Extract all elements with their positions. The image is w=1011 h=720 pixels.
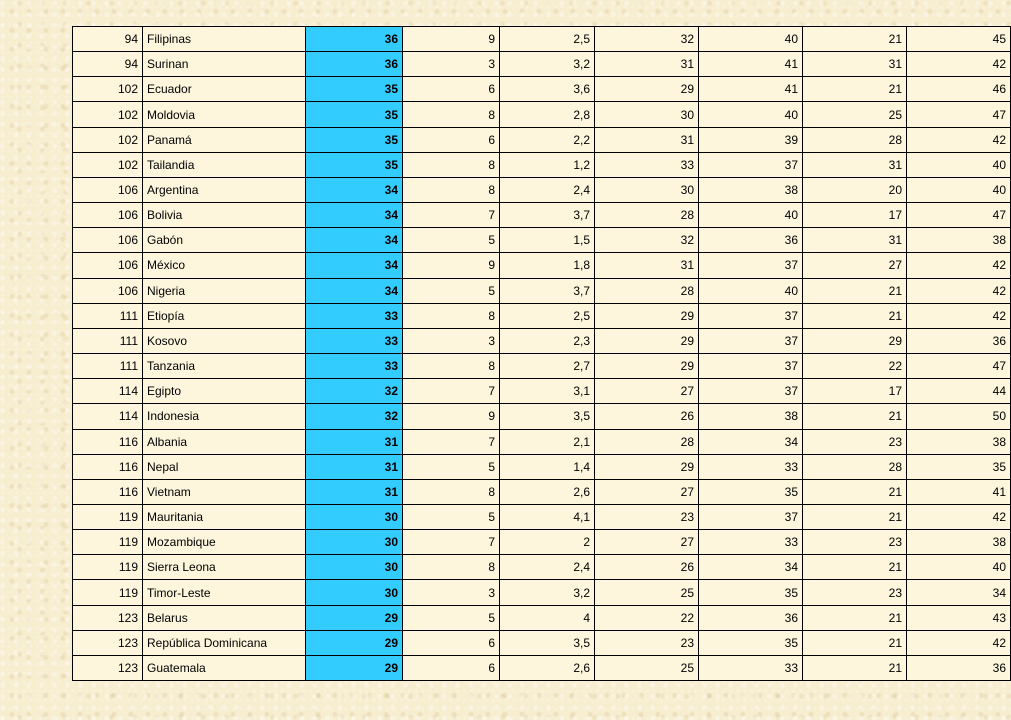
country-cell: Mozambique xyxy=(143,530,306,555)
max-cell: 42 xyxy=(907,253,1011,278)
score-cell: 33 xyxy=(306,328,403,353)
country-cell: Etiopía xyxy=(143,303,306,328)
rank-cell: 106 xyxy=(73,203,143,228)
lower-bound-cell: 33 xyxy=(595,152,699,177)
min-cell: 21 xyxy=(803,303,907,328)
max-cell: 38 xyxy=(907,228,1011,253)
table-row xyxy=(73,328,1011,353)
country-cell: Indonesia xyxy=(143,404,306,429)
lower-bound-cell: 30 xyxy=(595,177,699,202)
country-cell: Mauritania xyxy=(143,504,306,529)
max-cell: 50 xyxy=(907,404,1011,429)
sources-cell: 7 xyxy=(403,429,500,454)
country-cell: República Dominicana xyxy=(143,630,306,655)
country-cell: Moldovia xyxy=(143,102,306,127)
max-cell: 38 xyxy=(907,530,1011,555)
std-error-cell: 3,6 xyxy=(500,77,595,102)
rank-cell: 123 xyxy=(73,605,143,630)
score-cell: 35 xyxy=(306,152,403,177)
score-cell: 36 xyxy=(306,27,403,52)
lower-bound-cell: 26 xyxy=(595,404,699,429)
rank-cell: 111 xyxy=(73,328,143,353)
table-row xyxy=(73,127,1011,152)
min-cell: 31 xyxy=(803,52,907,77)
std-error-cell: 2 xyxy=(500,530,595,555)
min-cell: 20 xyxy=(803,177,907,202)
std-error-cell: 3,1 xyxy=(500,379,595,404)
lower-bound-cell: 23 xyxy=(595,630,699,655)
table-row xyxy=(73,655,1011,680)
rank-cell: 102 xyxy=(73,127,143,152)
max-cell: 36 xyxy=(907,328,1011,353)
table-row xyxy=(73,630,1011,655)
min-cell: 17 xyxy=(803,203,907,228)
lower-bound-cell: 27 xyxy=(595,530,699,555)
rank-cell: 123 xyxy=(73,655,143,680)
min-cell: 31 xyxy=(803,152,907,177)
min-cell: 25 xyxy=(803,102,907,127)
rank-cell: 102 xyxy=(73,102,143,127)
table-row xyxy=(73,303,1011,328)
rank-cell: 102 xyxy=(73,77,143,102)
max-cell: 41 xyxy=(907,479,1011,504)
sources-cell: 8 xyxy=(403,555,500,580)
upper-bound-cell: 35 xyxy=(699,479,803,504)
lower-bound-cell: 31 xyxy=(595,253,699,278)
min-cell: 17 xyxy=(803,379,907,404)
country-cell: Vietnam xyxy=(143,479,306,504)
sources-cell: 8 xyxy=(403,177,500,202)
rank-cell: 119 xyxy=(73,580,143,605)
upper-bound-cell: 36 xyxy=(699,605,803,630)
table-row xyxy=(73,354,1011,379)
upper-bound-cell: 39 xyxy=(699,127,803,152)
table-row xyxy=(73,152,1011,177)
max-cell: 38 xyxy=(907,429,1011,454)
sources-cell: 9 xyxy=(403,404,500,429)
score-cell: 35 xyxy=(306,102,403,127)
score-cell: 29 xyxy=(306,630,403,655)
table-row xyxy=(73,379,1011,404)
table-row xyxy=(73,530,1011,555)
table-row xyxy=(73,605,1011,630)
score-cell: 30 xyxy=(306,530,403,555)
std-error-cell: 2,3 xyxy=(500,328,595,353)
std-error-cell: 4,1 xyxy=(500,504,595,529)
max-cell: 45 xyxy=(907,27,1011,52)
rank-cell: 94 xyxy=(73,27,143,52)
sources-cell: 7 xyxy=(403,203,500,228)
score-cell: 32 xyxy=(306,404,403,429)
min-cell: 22 xyxy=(803,354,907,379)
country-cell: Nigeria xyxy=(143,278,306,303)
sources-cell: 5 xyxy=(403,278,500,303)
min-cell: 21 xyxy=(803,404,907,429)
score-cell: 30 xyxy=(306,504,403,529)
lower-bound-cell: 29 xyxy=(595,328,699,353)
score-cell: 30 xyxy=(306,555,403,580)
rank-cell: 94 xyxy=(73,52,143,77)
max-cell: 34 xyxy=(907,580,1011,605)
score-cell: 35 xyxy=(306,77,403,102)
table-row xyxy=(73,203,1011,228)
sources-cell: 5 xyxy=(403,504,500,529)
sources-cell: 8 xyxy=(403,354,500,379)
sources-cell: 8 xyxy=(403,303,500,328)
upper-bound-cell: 37 xyxy=(699,379,803,404)
upper-bound-cell: 37 xyxy=(699,253,803,278)
std-error-cell: 1,4 xyxy=(500,454,595,479)
min-cell: 31 xyxy=(803,228,907,253)
country-cell: Egipto xyxy=(143,379,306,404)
score-cell: 34 xyxy=(306,203,403,228)
country-cell: Filipinas xyxy=(143,27,306,52)
rank-cell: 123 xyxy=(73,630,143,655)
sources-cell: 7 xyxy=(403,530,500,555)
lower-bound-cell: 26 xyxy=(595,555,699,580)
lower-bound-cell: 29 xyxy=(595,354,699,379)
max-cell: 40 xyxy=(907,152,1011,177)
score-cell: 31 xyxy=(306,454,403,479)
max-cell: 42 xyxy=(907,504,1011,529)
std-error-cell: 2,1 xyxy=(500,429,595,454)
rank-cell: 106 xyxy=(73,177,143,202)
sources-cell: 8 xyxy=(403,102,500,127)
rank-cell: 106 xyxy=(73,278,143,303)
rank-cell: 106 xyxy=(73,228,143,253)
upper-bound-cell: 37 xyxy=(699,354,803,379)
std-error-cell: 4 xyxy=(500,605,595,630)
upper-bound-cell: 40 xyxy=(699,278,803,303)
upper-bound-cell: 40 xyxy=(699,27,803,52)
min-cell: 23 xyxy=(803,580,907,605)
lower-bound-cell: 29 xyxy=(595,454,699,479)
lower-bound-cell: 30 xyxy=(595,102,699,127)
country-cell: Panamá xyxy=(143,127,306,152)
table-row xyxy=(73,404,1011,429)
table-row xyxy=(73,555,1011,580)
min-cell: 21 xyxy=(803,605,907,630)
max-cell: 47 xyxy=(907,102,1011,127)
upper-bound-cell: 37 xyxy=(699,303,803,328)
min-cell: 23 xyxy=(803,429,907,454)
score-cell: 30 xyxy=(306,580,403,605)
upper-bound-cell: 37 xyxy=(699,152,803,177)
lower-bound-cell: 25 xyxy=(595,655,699,680)
table-row xyxy=(73,504,1011,529)
score-cell: 34 xyxy=(306,278,403,303)
std-error-cell: 2,4 xyxy=(500,177,595,202)
sources-cell: 6 xyxy=(403,655,500,680)
upper-bound-cell: 33 xyxy=(699,454,803,479)
min-cell: 21 xyxy=(803,77,907,102)
country-cell: Gabón xyxy=(143,228,306,253)
score-cell: 35 xyxy=(306,127,403,152)
sources-cell: 6 xyxy=(403,127,500,152)
country-cell: Belarus xyxy=(143,605,306,630)
table-row xyxy=(73,228,1011,253)
score-cell: 34 xyxy=(306,228,403,253)
std-error-cell: 3,2 xyxy=(500,52,595,77)
upper-bound-cell: 38 xyxy=(699,404,803,429)
country-cell: Tanzania xyxy=(143,354,306,379)
rank-cell: 119 xyxy=(73,530,143,555)
table-row xyxy=(73,77,1011,102)
upper-bound-cell: 35 xyxy=(699,630,803,655)
score-cell: 34 xyxy=(306,177,403,202)
country-cell: Surinan xyxy=(143,52,306,77)
sources-cell: 8 xyxy=(403,152,500,177)
max-cell: 40 xyxy=(907,177,1011,202)
max-cell: 42 xyxy=(907,52,1011,77)
upper-bound-cell: 33 xyxy=(699,530,803,555)
score-cell: 32 xyxy=(306,379,403,404)
std-error-cell: 3,2 xyxy=(500,580,595,605)
score-cell: 34 xyxy=(306,253,403,278)
lower-bound-cell: 29 xyxy=(595,303,699,328)
rank-cell: 111 xyxy=(73,354,143,379)
std-error-cell: 3,5 xyxy=(500,404,595,429)
country-cell: Albania xyxy=(143,429,306,454)
max-cell: 47 xyxy=(907,203,1011,228)
rank-cell: 114 xyxy=(73,379,143,404)
std-error-cell: 2,6 xyxy=(500,655,595,680)
country-cell: México xyxy=(143,253,306,278)
table-row xyxy=(73,278,1011,303)
min-cell: 29 xyxy=(803,328,907,353)
lower-bound-cell: 31 xyxy=(595,52,699,77)
max-cell: 44 xyxy=(907,379,1011,404)
lower-bound-cell: 31 xyxy=(595,127,699,152)
country-cell: Timor-Leste xyxy=(143,580,306,605)
std-error-cell: 2,8 xyxy=(500,102,595,127)
country-cell: Tailandia xyxy=(143,152,306,177)
sources-cell: 3 xyxy=(403,328,500,353)
upper-bound-cell: 37 xyxy=(699,504,803,529)
lower-bound-cell: 32 xyxy=(595,228,699,253)
min-cell: 27 xyxy=(803,253,907,278)
lower-bound-cell: 29 xyxy=(595,77,699,102)
score-cell: 31 xyxy=(306,429,403,454)
sources-cell: 9 xyxy=(403,27,500,52)
std-error-cell: 2,2 xyxy=(500,127,595,152)
min-cell: 21 xyxy=(803,630,907,655)
sources-cell: 7 xyxy=(403,379,500,404)
lower-bound-cell: 27 xyxy=(595,479,699,504)
ranking-table xyxy=(72,26,1011,681)
upper-bound-cell: 34 xyxy=(699,555,803,580)
table-row xyxy=(73,27,1011,52)
upper-bound-cell: 41 xyxy=(699,77,803,102)
score-cell: 33 xyxy=(306,303,403,328)
score-cell: 36 xyxy=(306,52,403,77)
min-cell: 21 xyxy=(803,555,907,580)
rank-cell: 102 xyxy=(73,152,143,177)
max-cell: 40 xyxy=(907,555,1011,580)
rank-cell: 114 xyxy=(73,404,143,429)
upper-bound-cell: 41 xyxy=(699,52,803,77)
ranking-table-container xyxy=(72,26,1006,681)
max-cell: 42 xyxy=(907,630,1011,655)
rank-cell: 106 xyxy=(73,253,143,278)
rank-cell: 119 xyxy=(73,555,143,580)
country-cell: Nepal xyxy=(143,454,306,479)
max-cell: 47 xyxy=(907,354,1011,379)
score-cell: 29 xyxy=(306,605,403,630)
upper-bound-cell: 33 xyxy=(699,655,803,680)
min-cell: 21 xyxy=(803,479,907,504)
std-error-cell: 1,8 xyxy=(500,253,595,278)
rank-cell: 119 xyxy=(73,504,143,529)
table-row xyxy=(73,52,1011,77)
table-row xyxy=(73,177,1011,202)
table-row xyxy=(73,253,1011,278)
upper-bound-cell: 34 xyxy=(699,429,803,454)
min-cell: 21 xyxy=(803,655,907,680)
sources-cell: 5 xyxy=(403,454,500,479)
table-row xyxy=(73,479,1011,504)
score-cell: 33 xyxy=(306,354,403,379)
std-error-cell: 2,4 xyxy=(500,555,595,580)
country-cell: Argentina xyxy=(143,177,306,202)
min-cell: 28 xyxy=(803,454,907,479)
sources-cell: 8 xyxy=(403,479,500,504)
table-row xyxy=(73,580,1011,605)
sources-cell: 3 xyxy=(403,580,500,605)
table-row xyxy=(73,429,1011,454)
lower-bound-cell: 22 xyxy=(595,605,699,630)
max-cell: 46 xyxy=(907,77,1011,102)
upper-bound-cell: 35 xyxy=(699,580,803,605)
rank-cell: 116 xyxy=(73,429,143,454)
rank-cell: 111 xyxy=(73,303,143,328)
lower-bound-cell: 25 xyxy=(595,580,699,605)
sources-cell: 6 xyxy=(403,77,500,102)
lower-bound-cell: 23 xyxy=(595,504,699,529)
score-cell: 31 xyxy=(306,479,403,504)
upper-bound-cell: 40 xyxy=(699,102,803,127)
sources-cell: 5 xyxy=(403,605,500,630)
min-cell: 21 xyxy=(803,278,907,303)
std-error-cell: 3,5 xyxy=(500,630,595,655)
std-error-cell: 2,5 xyxy=(500,27,595,52)
sources-cell: 5 xyxy=(403,228,500,253)
table-row xyxy=(73,454,1011,479)
lower-bound-cell: 28 xyxy=(595,429,699,454)
lower-bound-cell: 28 xyxy=(595,203,699,228)
upper-bound-cell: 38 xyxy=(699,177,803,202)
country-cell: Sierra Leona xyxy=(143,555,306,580)
sources-cell: 6 xyxy=(403,630,500,655)
std-error-cell: 3,7 xyxy=(500,203,595,228)
std-error-cell: 2,7 xyxy=(500,354,595,379)
country-cell: Guatemala xyxy=(143,655,306,680)
ranking-table-body xyxy=(73,27,1011,681)
max-cell: 35 xyxy=(907,454,1011,479)
std-error-cell: 2,5 xyxy=(500,303,595,328)
sources-cell: 3 xyxy=(403,52,500,77)
lower-bound-cell: 27 xyxy=(595,379,699,404)
rank-cell: 116 xyxy=(73,479,143,504)
max-cell: 42 xyxy=(907,303,1011,328)
table-row xyxy=(73,102,1011,127)
country-cell: Bolivia xyxy=(143,203,306,228)
lower-bound-cell: 28 xyxy=(595,278,699,303)
max-cell: 36 xyxy=(907,655,1011,680)
max-cell: 43 xyxy=(907,605,1011,630)
min-cell: 28 xyxy=(803,127,907,152)
min-cell: 21 xyxy=(803,504,907,529)
country-cell: Kosovo xyxy=(143,328,306,353)
max-cell: 42 xyxy=(907,127,1011,152)
country-cell: Ecuador xyxy=(143,77,306,102)
std-error-cell: 1,2 xyxy=(500,152,595,177)
upper-bound-cell: 40 xyxy=(699,203,803,228)
score-cell: 29 xyxy=(306,655,403,680)
std-error-cell: 3,7 xyxy=(500,278,595,303)
upper-bound-cell: 37 xyxy=(699,328,803,353)
lower-bound-cell: 32 xyxy=(595,27,699,52)
upper-bound-cell: 36 xyxy=(699,228,803,253)
min-cell: 23 xyxy=(803,530,907,555)
max-cell: 42 xyxy=(907,278,1011,303)
std-error-cell: 2,6 xyxy=(500,479,595,504)
rank-cell: 116 xyxy=(73,454,143,479)
sources-cell: 9 xyxy=(403,253,500,278)
min-cell: 21 xyxy=(803,27,907,52)
std-error-cell: 1,5 xyxy=(500,228,595,253)
